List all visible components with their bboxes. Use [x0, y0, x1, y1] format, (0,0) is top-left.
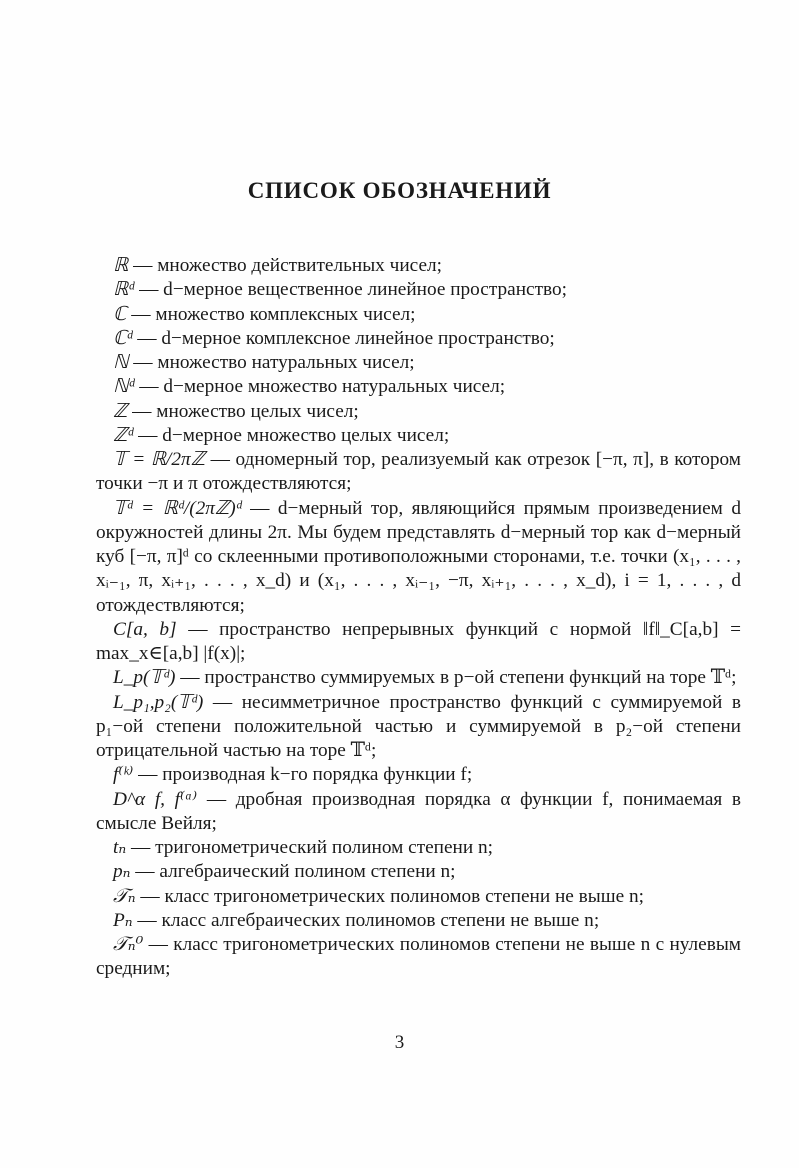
notation-description: — множество натуральных чисел; [128, 352, 415, 373]
notation-list [96, 254, 742, 982]
notation-entry [96, 860, 741, 884]
notation-symbol: D^α f, f⁽ᵅ⁾ [113, 788, 198, 810]
notation-description: — несимметричное пространство функций с суммируемой в p₁−ой степени положительной частью и суммируемой в p₂−ой степени отрицательной частью на торе 𝕋ᵈ; [96, 691, 741, 761]
notation-symbol: pₙ [113, 861, 131, 883]
notation-entry [96, 836, 741, 860]
notation-symbol: ℕ [113, 352, 129, 373]
notation-symbol: ℤᵈ [113, 424, 134, 446]
notation-entry [96, 691, 741, 764]
notation-entry [113, 375, 741, 399]
notation-description: — дробная производная порядка α функции f, понимаемая в смысле Вейля; [96, 788, 742, 834]
notation-description: — множество комплексных чисел; [126, 303, 416, 325]
notation-entry [113, 327, 741, 351]
notation-symbol: ℂ [113, 303, 127, 325]
notation-entry [113, 400, 741, 424]
notation-entry [96, 885, 741, 909]
notation-symbol: Pₙ [113, 909, 133, 931]
notation-entry [96, 618, 741, 667]
notation-description: — одномерный тор, реализуемый как отрезок [−π, π], в котором точки −π и π отождествляются; [96, 449, 741, 495]
notation-symbol: C[a, b] [113, 618, 177, 640]
notation-description: — класс тригонометрических полиномов степени не выше n; [135, 885, 644, 907]
notation-entry [113, 254, 741, 278]
notation-description: — d−мерное вещественное линейное пространство; [134, 279, 567, 301]
notation-symbol: L_p₁,p₂(𝕋ᵈ) [113, 691, 204, 713]
notation-symbol: ℂᵈ [113, 327, 133, 349]
notation-description: — алгебраический полином степени n; [130, 861, 456, 883]
notation-description: — пространство непрерывных функций с нормой ‖f‖_C[a,b] = max_x∈[a,b] |f(x)|; [96, 618, 741, 664]
notation-description: — d−мерное множество натуральных чисел; [134, 376, 506, 398]
notation-description: — класс алгебраических полиномов степени не выше n; [132, 909, 600, 931]
notation-symbol: ℝᵈ [113, 279, 135, 301]
notation-entry [96, 497, 741, 618]
notation-symbol: ℤ [113, 400, 128, 422]
notation-entry [113, 278, 741, 302]
notation-entry [96, 763, 741, 787]
notation-description: — d−мерный тор, являющийся прямым произведением d окружностей длины 2π. Мы будем представлять d−мерный тор как d−мерный куб [−π, π]ᵈ со склеенными противоположными сторонами, т.е. точки (x₁, . . . , xᵢ₋₁, π, xᵢ₊₁, . . . , x_d) и (x₁, . . . , xᵢ₋₁, −π, xᵢ₊₁, . . . , x_d), i = 1, . . . , d отождествляются; [96, 497, 741, 616]
notation-symbol: 𝒯ₙ [113, 885, 136, 907]
notation-description: — класс тригонометрических полиномов степени не выше n с нулевым средним; [96, 934, 741, 980]
notation-description: — тригонометрический полином степени n; [126, 837, 494, 858]
notation-description: — d−мерное множество целых чисел; [133, 424, 450, 446]
notation-entry [113, 351, 741, 375]
notation-description: — множество действительных чисел; [128, 255, 442, 276]
notation-symbol: 𝒯ₙ⁰ [113, 934, 144, 955]
notation-entry [96, 448, 741, 497]
notation-entry [96, 788, 741, 837]
page-title: СПИСОК ОБОЗНАЧЕНИЙ [247, 178, 552, 203]
notation-description: — производная k−го порядка функции f; [133, 764, 473, 786]
notation-description: — множество целых чисел; [127, 400, 359, 422]
notation-symbol: 𝕋 = ℝ/2πℤ [113, 449, 206, 470]
notation-description: — пространство суммируемых в p−ой степени функций на торе 𝕋ᵈ; [175, 667, 737, 689]
notation-entry [113, 303, 741, 327]
notation-symbol: L_p(𝕋ᵈ) [113, 667, 176, 689]
notation-symbol: 𝕋ᵈ = ℝᵈ/(2πℤ)ᵈ [113, 497, 242, 519]
page-number: 3 [394, 1032, 405, 1053]
notation-symbol: f⁽ᵏ⁾ [113, 764, 134, 786]
notation-entry [96, 666, 741, 690]
notation-symbol: ℕᵈ [113, 376, 135, 398]
notation-entry [96, 909, 741, 933]
notation-symbol: tₙ [113, 837, 127, 858]
notation-entry [96, 933, 741, 982]
notation-entry [113, 424, 741, 448]
notation-symbol: ℝ [113, 255, 129, 276]
notation-description: — d−мерное комплексное линейное пространство; [132, 327, 555, 349]
